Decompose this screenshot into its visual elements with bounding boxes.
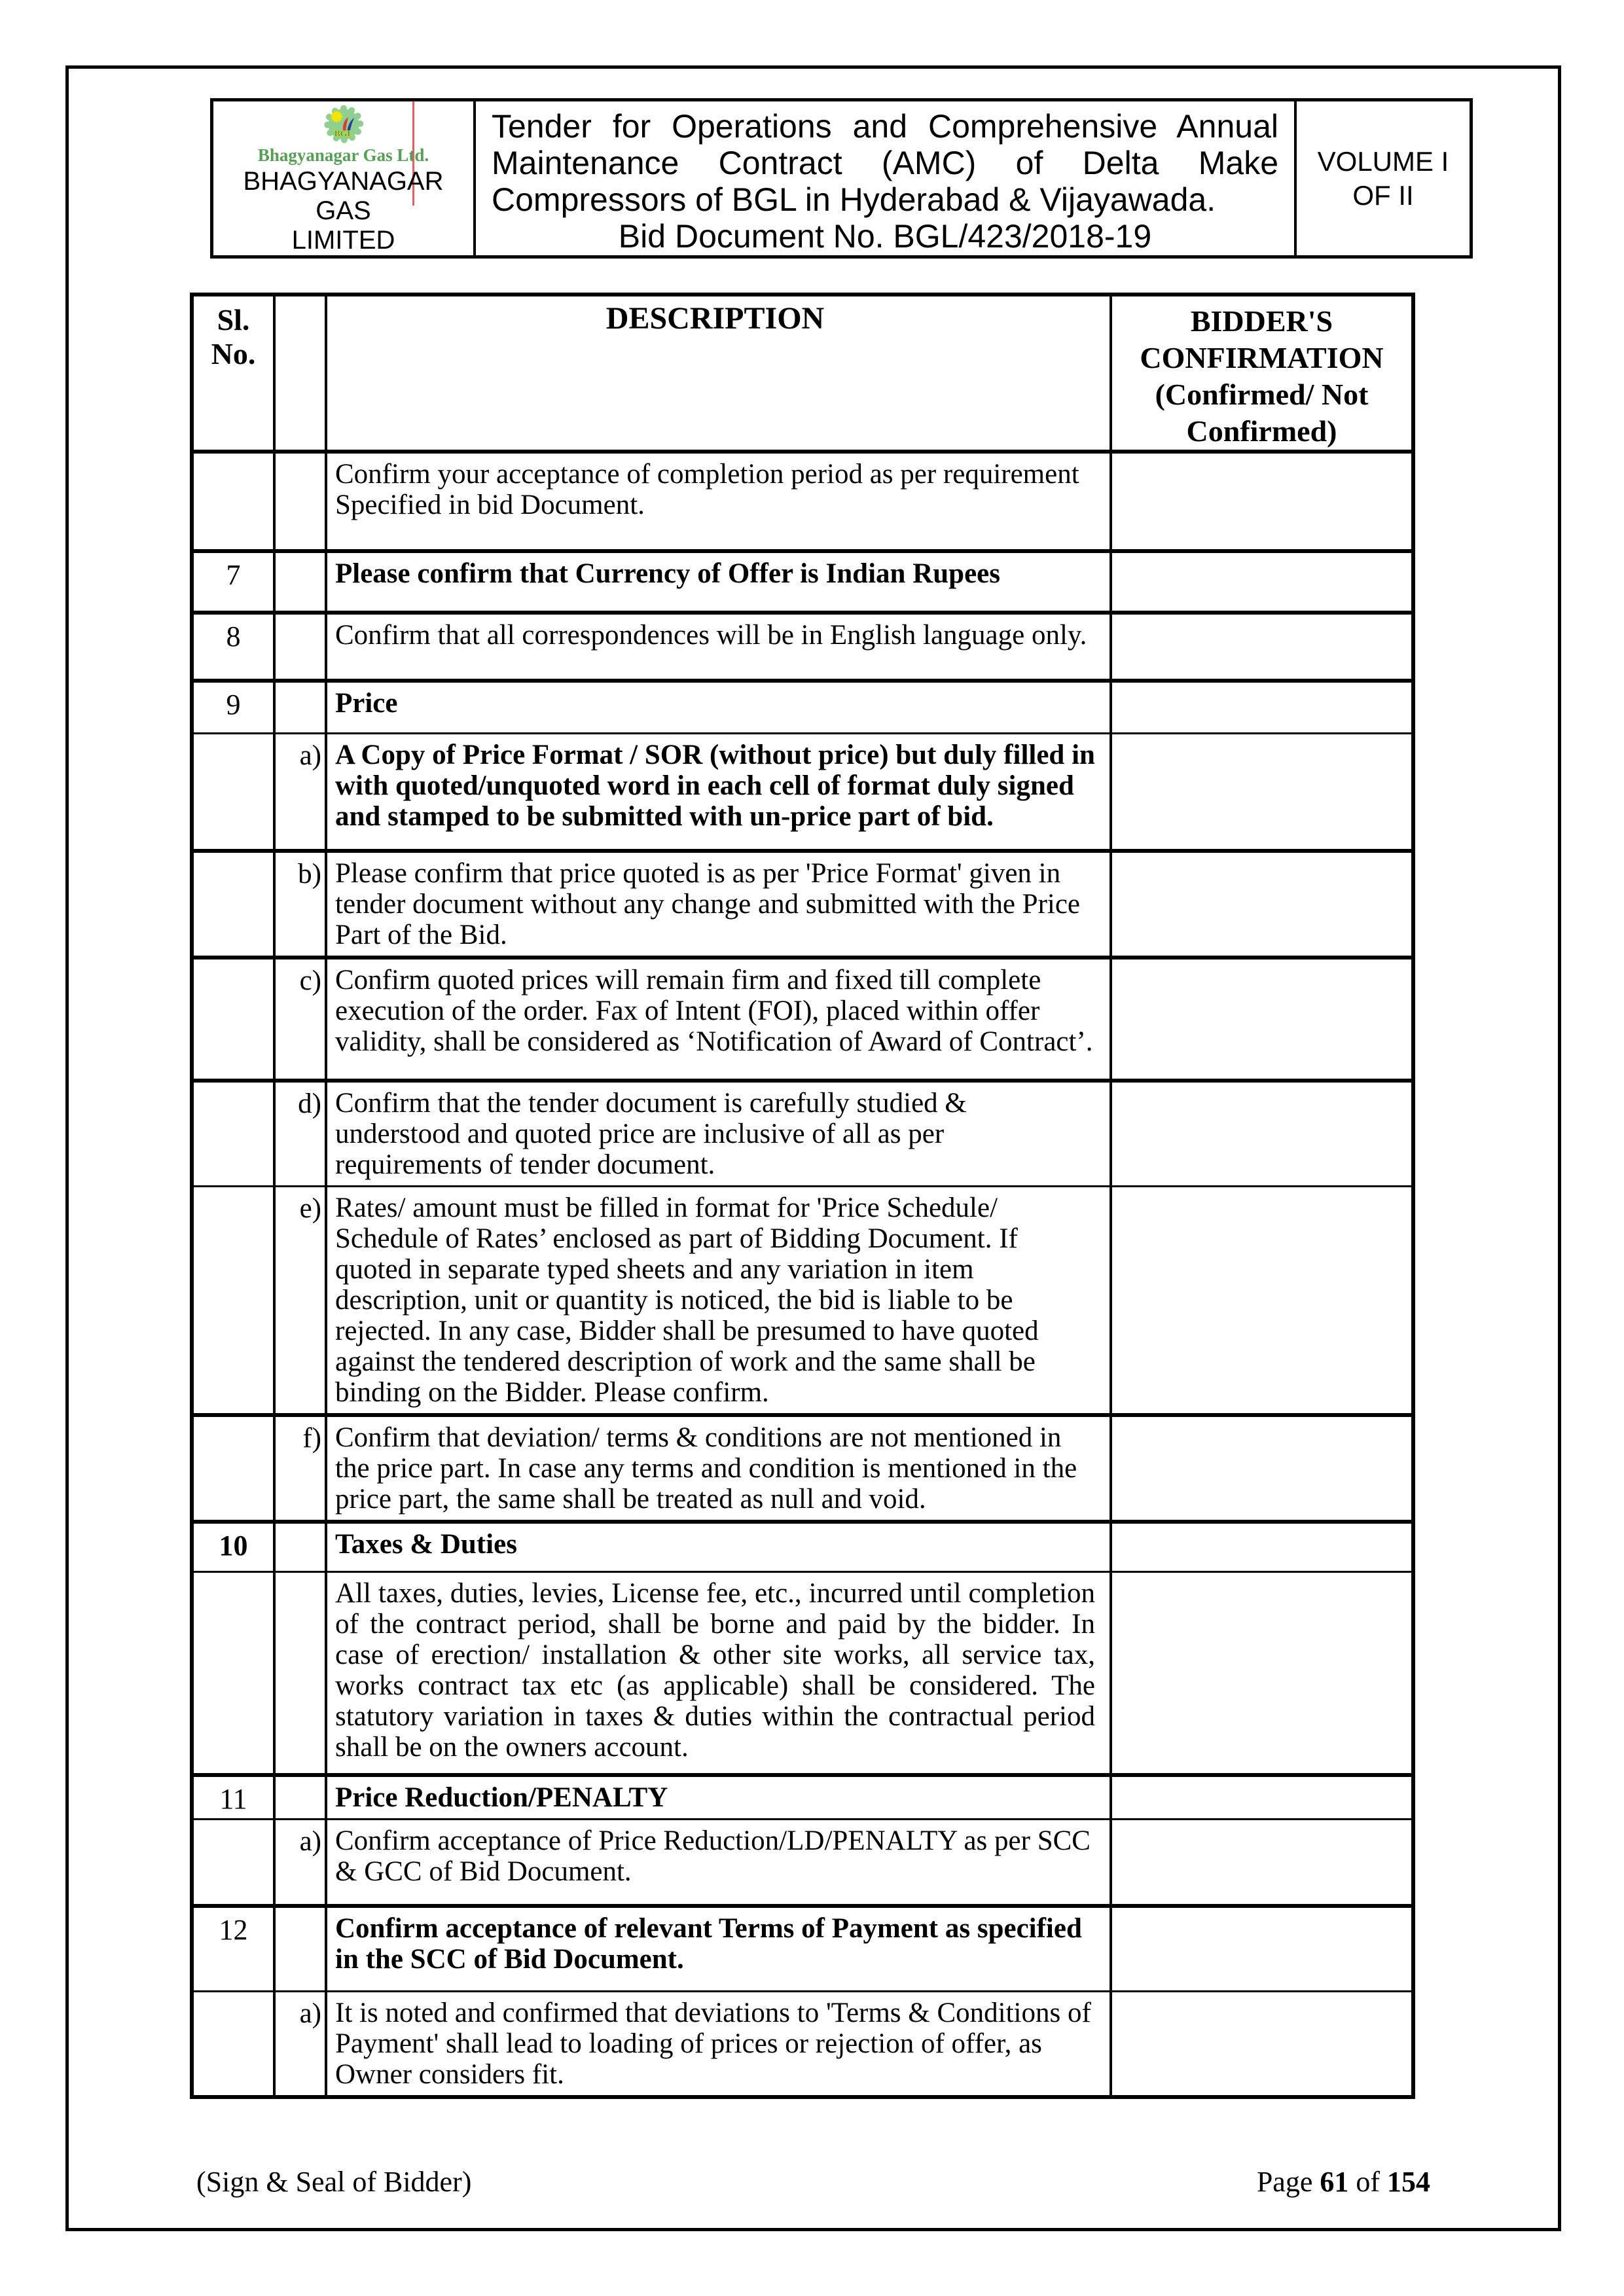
sl-cell: 10 — [194, 1524, 276, 1571]
table-row — [194, 1187, 1411, 1417]
letter-cell: d) — [276, 1083, 327, 1185]
confirmation-cell — [1112, 454, 1411, 549]
sun-icon — [331, 111, 341, 121]
description-cell: Confirm acceptance of Price Reduction/LD/PENALTY as per SCC & GCC of Bid Document. — [327, 1820, 1112, 1904]
confirmation-cell — [1112, 615, 1411, 679]
confirmation-cell — [1112, 1908, 1411, 1990]
confirmation-cell — [1112, 734, 1411, 849]
header-description: DESCRIPTION — [327, 296, 1112, 450]
confirmation-cell — [1112, 1524, 1411, 1571]
sl-cell: 12 — [194, 1908, 276, 1990]
header-letter — [276, 296, 327, 450]
description-cell: Confirm that the tender document is carefully studied & understood and quoted price are inclusive of all as per requirements of tender document. — [327, 1083, 1112, 1185]
letter-cell: a) — [276, 1820, 327, 1904]
table-row — [194, 615, 1411, 683]
table-row — [194, 683, 1411, 734]
description-cell: Confirm acceptance of relevant Terms of Payment as specified in the SCC of Bid Document. — [327, 1908, 1112, 1990]
letter-cell: a) — [276, 1992, 327, 2095]
description-cell: All taxes, duties, levies, License fee, etc., incurred until completion of the contract period, shall be borne and paid by the bidder. In case of erection/ installation & other site works, all service tax, works contract tax etc (as applicable) shall be considered. The statutory variation in taxes & duties within the contractual period shall be on the owners account. — [327, 1573, 1112, 1773]
sl-cell — [194, 1573, 276, 1773]
sl-cell — [194, 1992, 276, 2095]
description-cell: Confirm that all correspondences will be in English language only. — [327, 615, 1112, 679]
volume-line-2: OF II — [1352, 179, 1414, 211]
description-cell: Price Reduction/PENALTY — [327, 1777, 1112, 1818]
company-name-line1: BHAGYANAGAR GAS — [243, 167, 444, 225]
table-header-row — [194, 296, 1411, 454]
sign-seal-note: (Sign & Seal of Bidder) — [196, 2166, 472, 2198]
description-cell: Confirm your acceptance of completion period as per requirement Specified in bid Document. — [327, 454, 1112, 549]
sl-cell — [194, 454, 276, 549]
sl-cell — [194, 960, 276, 1079]
header-sl-no: Sl. No. — [194, 296, 276, 450]
confirmation-table — [190, 293, 1415, 2099]
confirmation-cell — [1112, 1992, 1411, 2095]
bgl-logo-icon — [278, 105, 409, 147]
letter-cell: b) — [276, 853, 327, 956]
table-row — [194, 1777, 1411, 1820]
description-cell: Price — [327, 683, 1112, 732]
volume-line-1: VOLUME I — [1317, 145, 1449, 177]
sl-cell — [194, 1187, 276, 1413]
table-row — [194, 1573, 1411, 1777]
table-row — [194, 1524, 1411, 1573]
table-row — [194, 734, 1411, 853]
page-current: 61 — [1320, 2166, 1349, 2198]
description-cell: A Copy of Price Format / SOR (without price) but duly filled in with quoted/unquoted word in each cell of format duly signed and stamped to be submitted with un-price part of bid. — [327, 734, 1112, 849]
title-line-2: Maintenance Contract (AMC) of Delta Make — [492, 145, 1278, 181]
table-row — [194, 1083, 1411, 1187]
sl-cell — [194, 1083, 276, 1185]
description-cell: Taxes & Duties — [327, 1524, 1112, 1571]
letter-cell — [276, 1908, 327, 1990]
confirmation-cell — [1112, 683, 1411, 732]
logo-cell — [213, 101, 476, 255]
table-row — [194, 454, 1411, 553]
description-cell: Confirm that deviation/ terms & conditions are not mentioned in the price part. In case any terms and condition is mentioned in the price part, the same shall be treated as null and void. — [327, 1417, 1112, 1520]
table-row — [194, 853, 1411, 960]
confirmation-cell — [1112, 960, 1411, 1079]
table-row — [194, 960, 1411, 1083]
letter-cell — [276, 553, 327, 611]
table-row — [194, 1908, 1411, 1992]
sl-cell: 7 — [194, 553, 276, 611]
description-cell: Confirm quoted prices will remain firm and fixed till complete execution of the order. Fax of Intent (FOI), placed within offer validity, shall be considered as ‘Notification of Award of Contract’. — [327, 960, 1112, 1079]
logo-bgl-text: BGL — [334, 128, 353, 139]
table-row — [194, 553, 1411, 615]
description-cell: Rates/ amount must be filled in format for 'Price Schedule/ Schedule of Rates’ enclosed as part of Bidding Document. If quoted in separate typed sheets and any variation in item description, unit or quantity is noticed, the bid is liable to be rejected. In any case, Bidder shall be presumed to have quoted against the tendered description of work and the same shall be binding on the Bidder. Please confirm. — [327, 1187, 1112, 1413]
document-header — [210, 98, 1473, 259]
letter-cell — [276, 1777, 327, 1818]
title-line-3: Compressors of BGL in Hyderabad & Vijayawada. — [492, 181, 1216, 218]
confirmation-cell — [1112, 1820, 1411, 1904]
page-label: Page — [1256, 2166, 1313, 2198]
letter-cell — [276, 615, 327, 679]
sl-cell: 8 — [194, 615, 276, 679]
letter-cell — [276, 1573, 327, 1773]
sl-cell — [194, 734, 276, 849]
bid-document-number: Bid Document No. BGL/423/2018-19 — [618, 218, 1152, 255]
confirmation-cell — [1112, 1573, 1411, 1773]
page-total: 154 — [1387, 2166, 1430, 2198]
confirmation-cell — [1112, 1417, 1411, 1520]
letter-cell — [276, 1524, 327, 1571]
confirmation-cell — [1112, 1083, 1411, 1185]
confirmation-cell — [1112, 853, 1411, 956]
table-row — [194, 1820, 1411, 1908]
description-cell: Please confirm that Currency of Offer is Indian Rupees — [327, 553, 1112, 611]
sl-cell — [194, 1417, 276, 1520]
confirmation-cell — [1112, 1187, 1411, 1413]
company-name — [213, 167, 473, 255]
sl-cell — [194, 853, 276, 956]
description-cell: It is noted and confirmed that deviations to 'Terms & Conditions of Payment' shall lead to loading of prices or rejection of offer, as Owner considers fit. — [327, 1992, 1112, 2095]
letter-cell — [276, 454, 327, 549]
confirmation-cell — [1112, 1777, 1411, 1818]
page-of-label: of — [1356, 2166, 1380, 2198]
letter-cell: e) — [276, 1187, 327, 1413]
volume-cell — [1294, 101, 1470, 255]
logo-subtext: Bhagyanagar Gas Ltd. — [257, 145, 429, 165]
sl-cell: 11 — [194, 1777, 276, 1818]
tender-title — [476, 101, 1294, 255]
table-row — [194, 1992, 1411, 2095]
letter-cell: f) — [276, 1417, 327, 1520]
letter-cell — [276, 683, 327, 732]
title-line-1: Tender for Operations and Comprehensive Annual — [492, 108, 1278, 145]
description-cell: Please confirm that price quoted is as per 'Price Format' given in tender document without any change and submitted with the Price Part of the Bid. — [327, 853, 1112, 956]
header-confirmation: BIDDER'S CONFIRMATION (Confirmed/ Not Confirmed) — [1140, 304, 1384, 448]
sl-cell: 9 — [194, 683, 276, 732]
sl-cell — [194, 1820, 276, 1904]
table-row — [194, 1417, 1411, 1524]
letter-cell: c) — [276, 960, 327, 1079]
company-name-line2: LIMITED — [291, 226, 395, 255]
confirmation-cell — [1112, 553, 1411, 611]
page-number — [1257, 2165, 1430, 2198]
letter-cell: a) — [276, 734, 327, 849]
